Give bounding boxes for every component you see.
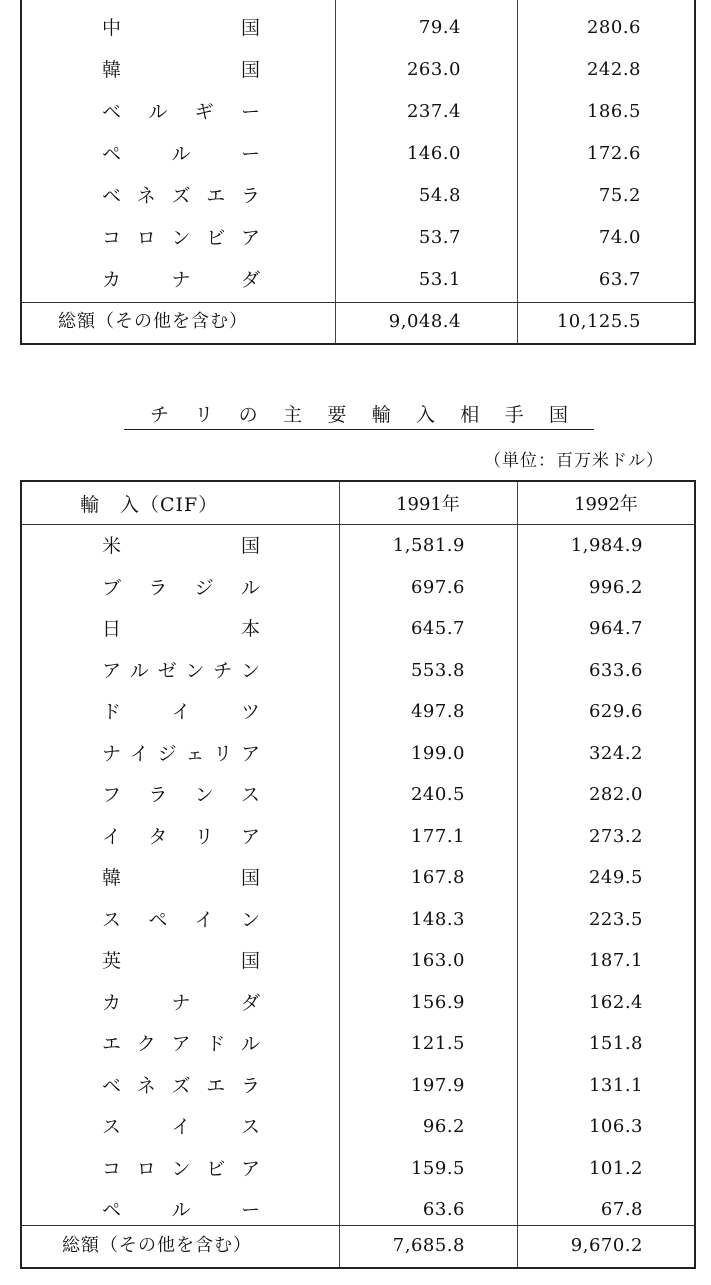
country-name: [102, 1113, 260, 1141]
country-name-char: 国: [240, 17, 260, 39]
country-name-char: ェ: [185, 742, 205, 765]
value-1992: 151.8: [588, 1033, 643, 1054]
value-1991: 79.4: [418, 17, 461, 38]
country-name: [102, 947, 260, 975]
table-row: [22, 56, 694, 84]
table-title: [124, 402, 594, 430]
title-char: 主: [282, 404, 302, 426]
value-1992: 223.5: [588, 908, 643, 930]
country-name-char: ス: [102, 1116, 122, 1138]
country-name: [102, 98, 260, 126]
country-name-char: イ: [171, 701, 191, 723]
value-1991: 163.0: [410, 950, 465, 971]
country-name-char: ア: [240, 742, 260, 765]
total-row: [22, 1232, 694, 1260]
country-name-char: ブ: [102, 576, 122, 599]
country-name-char: ル: [171, 143, 191, 165]
value-1992: 280.6: [586, 17, 641, 38]
country-name: [102, 740, 260, 768]
country-name: [102, 657, 260, 685]
table-row: [22, 14, 694, 42]
country-name: [102, 14, 260, 42]
country-name: [102, 182, 260, 210]
total-1992: 10,125.5: [556, 311, 641, 332]
country-name-char: ア: [102, 659, 122, 682]
country-name-char: ギ: [194, 101, 214, 123]
country-name-char: ル: [171, 1199, 191, 1221]
title-char: の: [238, 404, 258, 426]
value-1991: 146.0: [406, 143, 461, 164]
country-name-char: ン: [171, 227, 191, 249]
value-1992: 629.6: [588, 701, 643, 722]
country-name-char: ロ: [136, 1157, 156, 1180]
country-name-char: カ: [102, 991, 122, 1014]
value-1991: 167.8: [410, 867, 465, 888]
total-label: 総額（その他を含む）: [58, 311, 248, 332]
country-name: [102, 1155, 260, 1183]
value-1992: 106.3: [588, 1116, 643, 1137]
country-name: [102, 1030, 260, 1058]
title-char: リ: [194, 404, 214, 426]
country-name-char: ナ: [102, 742, 122, 765]
table-row: [22, 657, 694, 685]
value-1992: 282.0: [588, 784, 643, 805]
country-name-char: ペ: [148, 908, 168, 931]
country-name-char: ジ: [157, 742, 177, 765]
title-char: チ: [150, 404, 170, 426]
table-row: [22, 98, 694, 126]
country-name-char: 本: [240, 618, 260, 640]
total-row: [22, 308, 694, 336]
country-name: [102, 1196, 260, 1224]
value-1992: 242.8: [586, 59, 641, 80]
country-name-char: タ: [148, 825, 168, 848]
country-name-char: ス: [240, 1116, 260, 1138]
country-name-char: 英: [102, 950, 122, 972]
table-row: [22, 740, 694, 768]
country-name-char: ア: [240, 1157, 260, 1180]
country-name-char: ナ: [171, 269, 191, 291]
country-name-char: ナ: [171, 991, 191, 1014]
country-name: [102, 140, 260, 168]
header-label: 輸 入（CIF）: [80, 494, 219, 516]
country-name-char: ル: [240, 1033, 260, 1055]
table-row: [22, 224, 694, 252]
country-name-char: ツ: [240, 701, 260, 723]
value-1992: 172.6: [586, 143, 641, 164]
total-1991: 7,685.8: [392, 1235, 465, 1256]
country-name-char: リ: [194, 825, 214, 848]
country-name-char: ー: [240, 101, 260, 123]
country-name-char: リ: [213, 742, 233, 765]
value-1991: 497.8: [410, 701, 465, 722]
value-1991: 237.4: [406, 101, 461, 122]
country-name-char: ル: [240, 576, 260, 599]
value-1992: 162.4: [588, 991, 643, 1013]
country-name: [102, 906, 260, 934]
country-name-char: ビ: [206, 227, 226, 249]
value-1991: 96.2: [422, 1116, 465, 1137]
country-name-char: ラ: [148, 784, 168, 806]
country-name-char: ー: [240, 1199, 260, 1221]
country-name: [102, 823, 260, 851]
value-1992: 67.8: [600, 1199, 643, 1220]
value-1992: 964.7: [588, 618, 643, 639]
value-1992: 273.2: [588, 825, 643, 847]
country-name-char: ド: [102, 701, 122, 723]
value-1991: 197.9: [410, 1074, 465, 1096]
country-name-char: ン: [240, 659, 260, 682]
country-name-char: 国: [240, 59, 260, 81]
table-row: [22, 698, 694, 726]
value-1991: 156.9: [410, 991, 465, 1013]
country-name-char: ン: [240, 908, 260, 931]
country-name-char: ン: [171, 1157, 191, 1180]
country-name-char: ズ: [171, 185, 191, 207]
country-name: [102, 781, 260, 809]
country-name-char: ア: [171, 1033, 191, 1055]
value-1991: 53.1: [418, 269, 461, 290]
country-name-char: ア: [240, 227, 260, 249]
table-row: [22, 615, 694, 643]
country-name-char: ル: [129, 659, 149, 682]
country-name-char: ド: [206, 1033, 226, 1055]
table-row: [22, 182, 694, 210]
country-name-char: カ: [102, 269, 122, 291]
value-1991: 53.7: [418, 227, 461, 248]
value-1992: 63.7: [598, 269, 641, 290]
country-name-char: ラ: [240, 1074, 260, 1097]
country-name-char: コ: [102, 227, 122, 249]
import-partners-table: [20, 480, 696, 1269]
country-name-char: ン: [194, 784, 214, 806]
country-name-char: ビ: [206, 1157, 226, 1180]
country-name-char: ゼ: [157, 659, 177, 682]
country-name-char: エ: [206, 185, 226, 207]
title-char: 手: [504, 404, 524, 426]
table-row: [22, 864, 694, 892]
export-partners-table: [20, 0, 696, 345]
country-name-char: 国: [240, 867, 260, 889]
table-row: [22, 574, 694, 602]
country-name-char: ダ: [240, 269, 260, 291]
country-name-char: ズ: [171, 1074, 191, 1097]
country-name: [102, 1072, 260, 1100]
country-name-char: コ: [102, 1157, 122, 1180]
total-1992: 9,670.2: [570, 1235, 643, 1256]
country-name-char: ペ: [102, 143, 122, 165]
country-name-char: ン: [185, 659, 205, 682]
value-1991: 54.8: [418, 185, 461, 206]
country-name-char: 日: [102, 618, 122, 640]
value-1991: 697.6: [410, 576, 465, 598]
country-name-char: イ: [194, 908, 214, 931]
country-name: [102, 224, 260, 252]
country-name: [102, 698, 260, 726]
country-name-char: イ: [102, 825, 122, 848]
country-name-char: 中: [102, 17, 122, 39]
title-char: 輸: [371, 404, 391, 426]
table-row: [22, 140, 694, 168]
country-name: [102, 615, 260, 643]
country-name-char: 米: [102, 535, 122, 557]
value-1992: 996.2: [588, 576, 643, 598]
country-name-char: ダ: [240, 991, 260, 1014]
country-name-char: 韓: [102, 867, 122, 889]
table-row: [22, 989, 694, 1017]
country-name: [102, 574, 260, 602]
country-name-char: ジ: [194, 576, 214, 599]
country-name-char: ネ: [136, 1074, 156, 1097]
value-1991: 199.0: [410, 742, 465, 764]
value-1991: 63.6: [422, 1199, 465, 1220]
title-char: 要: [327, 404, 347, 426]
country-name-char: イ: [129, 742, 149, 765]
value-1992: 101.2: [588, 1157, 643, 1179]
value-1991: 1,581.9: [392, 535, 465, 556]
country-name-char: ラ: [148, 576, 168, 599]
country-name-char: エ: [206, 1074, 226, 1097]
total-divider: [22, 302, 694, 303]
value-1992: 187.1: [588, 950, 643, 971]
header-divider: [22, 524, 694, 525]
country-name-char: ペ: [102, 1199, 122, 1221]
table-row: [22, 1196, 694, 1224]
title-char: 国: [548, 404, 568, 426]
value-1992: 1,984.9: [570, 535, 643, 556]
country-name: [102, 989, 260, 1017]
value-1992: 75.2: [598, 185, 641, 206]
country-name-char: ネ: [136, 185, 156, 207]
table-row: [22, 906, 694, 934]
country-name-char: 国: [240, 535, 260, 557]
value-1991: 121.5: [410, 1033, 465, 1054]
country-name-char: ク: [136, 1033, 156, 1055]
country-name: [102, 266, 260, 294]
table-row: [22, 781, 694, 809]
value-1991: 645.7: [410, 618, 465, 639]
country-name-char: イ: [171, 1116, 191, 1138]
header-year-1991: 1991年: [396, 494, 460, 515]
table-row: [22, 823, 694, 851]
country-name-char: ス: [240, 784, 260, 806]
table-row: [22, 532, 694, 560]
table-row: [22, 1072, 694, 1100]
country-name-char: ー: [240, 143, 260, 165]
country-name-char: ロ: [136, 227, 156, 249]
country-name: [102, 532, 260, 560]
value-1991: 263.0: [406, 59, 461, 80]
table-row: [22, 1155, 694, 1183]
table-row: [22, 1113, 694, 1141]
country-name: [102, 864, 260, 892]
total-1991: 9,048.4: [388, 311, 461, 332]
value-1992: 633.6: [588, 659, 643, 681]
country-name-char: 韓: [102, 59, 122, 81]
country-name-char: ベ: [102, 185, 122, 207]
country-name-char: ル: [148, 101, 168, 123]
value-1992: 74.0: [598, 227, 641, 248]
value-1991: 553.8: [410, 659, 465, 681]
value-1991: 240.5: [410, 784, 465, 805]
title-char: 入: [415, 404, 435, 426]
value-1991: 177.1: [410, 825, 465, 847]
value-1992: 324.2: [588, 742, 643, 764]
table-row: [22, 1030, 694, 1058]
country-name-char: ベ: [102, 101, 122, 123]
country-name-char: ア: [240, 825, 260, 848]
country-name-char: エ: [102, 1033, 122, 1055]
country-name-char: フ: [102, 784, 122, 806]
table-row: [22, 266, 694, 294]
country-name-char: 国: [240, 950, 260, 972]
header-year-1992: 1992年: [574, 494, 638, 515]
total-divider: [22, 1225, 694, 1226]
country-name: [102, 56, 260, 84]
unit-note: （単位：百万米ドル）: [484, 451, 664, 471]
table-row: [22, 947, 694, 975]
country-name-char: ラ: [240, 185, 260, 207]
value-1992: 249.5: [588, 867, 643, 888]
value-1991: 148.3: [410, 908, 465, 930]
title-char: 相: [460, 404, 480, 426]
value-1991: 159.5: [410, 1157, 465, 1179]
total-label: 総額（その他を含む）: [62, 1235, 252, 1256]
country-name-char: ス: [102, 908, 122, 931]
country-name-char: ベ: [102, 1074, 122, 1097]
country-name-char: チ: [213, 659, 233, 682]
value-1992: 131.1: [588, 1074, 643, 1096]
value-1992: 186.5: [586, 101, 641, 122]
